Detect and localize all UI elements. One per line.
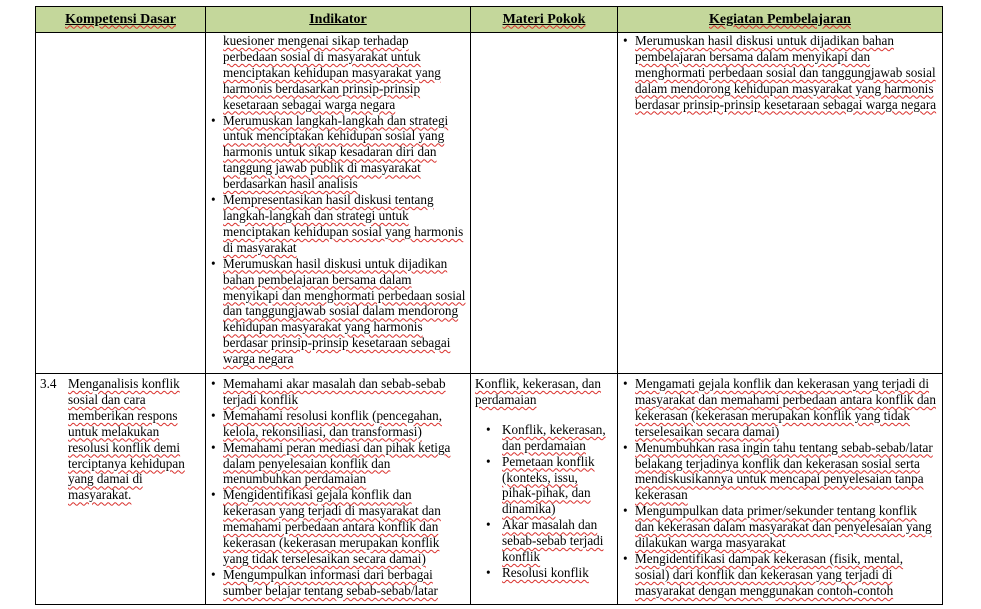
kd-cell-empty (36, 33, 206, 374)
kegiatan-item: • Mengumpulkan data primer/sekunder tentang konflik dan kekerasan dalam masyarakat dan penyelesaian yang dilakukan warga masyarakat (622, 503, 938, 551)
curriculum-table (35, 6, 943, 605)
materi-item: • Akar masalah dan sebab-sebab terjadi konflik (475, 517, 613, 565)
header-kegiatan-pembelajaran: Kegiatan Pembelajaran (618, 7, 943, 33)
indikator-item: • Mengumpulkan informasi dari berbagai sumber belajar tentang sebab-sebab/latar (210, 567, 466, 599)
materi-cell-empty (471, 33, 618, 374)
indikator-item: • Memahami peran mediasi dan pihak ketiga dalam penyelesaian konflik dan menumbuhkan perdamaian (210, 440, 466, 488)
kd-number: 3.4 (40, 376, 57, 391)
kd-text: Menganalisis konflik sosial dan cara memberikan respons untuk melakukan resolusi konflik demi terciptanya kehidupan yang damai di masyarakat. (68, 376, 185, 503)
materi-cell (471, 374, 618, 605)
materi-item: • Konflik, kekerasan, dan perdamaian (475, 422, 613, 454)
indikator-item: • Memahami akar masalah dan sebab-sebab terjadi konflik (210, 376, 466, 408)
table-row (36, 33, 943, 374)
materi-item: • Pemetaan konflik (konteks, issu, pihak-pihak, dan dinamika) (475, 454, 613, 518)
kegiatan-item: • Merumuskan hasil diskusi untuk dijadikan bahan pembelajaran bersama dalam menyikapi dan menghormati perbedaan sosial dan tanggungjawab sosial dalam mendorong kehidupan masyarakat yang harmonis berdasar prinsip-prinsip kesetaraan sebagai warga negara (622, 33, 938, 113)
header-indikator: Indikator (206, 7, 471, 33)
kegiatan-item: • Menumbuhkan rasa ingin tahu tentang sebab-sebab/latar belakang terjadinya konflik dan kekerasan sosial serta mendiskusikannya untuk mencapai penyelesaian tanpa kekerasan (622, 440, 938, 504)
kegiatan-cell (618, 374, 943, 605)
indikator-item: • Merumuskan hasil diskusi untuk dijadikan bahan pembelajaran bersama dalam menyikapi dan menghormati perbedaan sosial dan tanggungjawab sosial dalam mendorong kehidupan masyarakat yang harmonis berdasar prinsip-prinsip kesetaraan sebagai warga negara (210, 256, 466, 367)
header-materi-pokok: Materi Pokok (471, 7, 618, 33)
indikator-item: • Mempresentasikan hasil diskusi tentang langkah-langkah dan strategi untuk menciptakan kehidupan sosial yang harmonis di masyarakat (210, 192, 466, 256)
kegiatan-item: • Mengidentifikasi dampak kekerasan (fisik, mental, sosial) dari konflik dan kekerasan yang terjadi di masyarakat dengan menggunakan contoh-contoh (622, 551, 938, 599)
indikator-cell (206, 33, 471, 374)
indikator-item: • Memahami resolusi konflik (pencegahan, kelola, rekonsiliasi, dan transformasi) (210, 408, 466, 440)
indikator-cell (206, 374, 471, 605)
header-kompetensi-dasar: Kompetensi Dasar (36, 7, 206, 33)
kegiatan-cell (618, 33, 943, 374)
materi-title: Konflik, kekerasan, dan perdamaian (475, 376, 601, 407)
indikator-item: • Mengidentifikasi gejala konflik dan kekerasan yang terjadi di masyarakat dan memahami perbedaan antara konflik dan kekerasan (kekerasan merupakan konflik yang tidak terselesaikan secara damai) (210, 487, 466, 567)
table-row (36, 374, 943, 605)
indikator-item: • Merumuskan langkah-langkah dan strategi untuk menciptakan kehidupan sosial yang harmonis untuk sikap kesadaran diri dan tanggung jawab publik di masyarakat berdasarkan hasil analisis (210, 113, 466, 193)
materi-item: • Resolusi konflik (475, 565, 613, 581)
indikator-continuation: kuesioner mengenai sikap terhadap perbedaan sosial di masyarakat untuk menciptakan kehidupan masyarakat yang harmonis berdasarkan prinsip-prinsip kesetaraan sebagai warga negara (223, 33, 441, 112)
kd-cell (36, 374, 206, 605)
kegiatan-item: • Mengamati gejala konflik dan kekerasan yang terjadi di masyarakat dan memahami perbedaan antara konflik dan kekerasan (kekerasan merupakan konflik yang tidak terselesaikan secara damai) (622, 376, 938, 440)
header-row (36, 7, 943, 33)
